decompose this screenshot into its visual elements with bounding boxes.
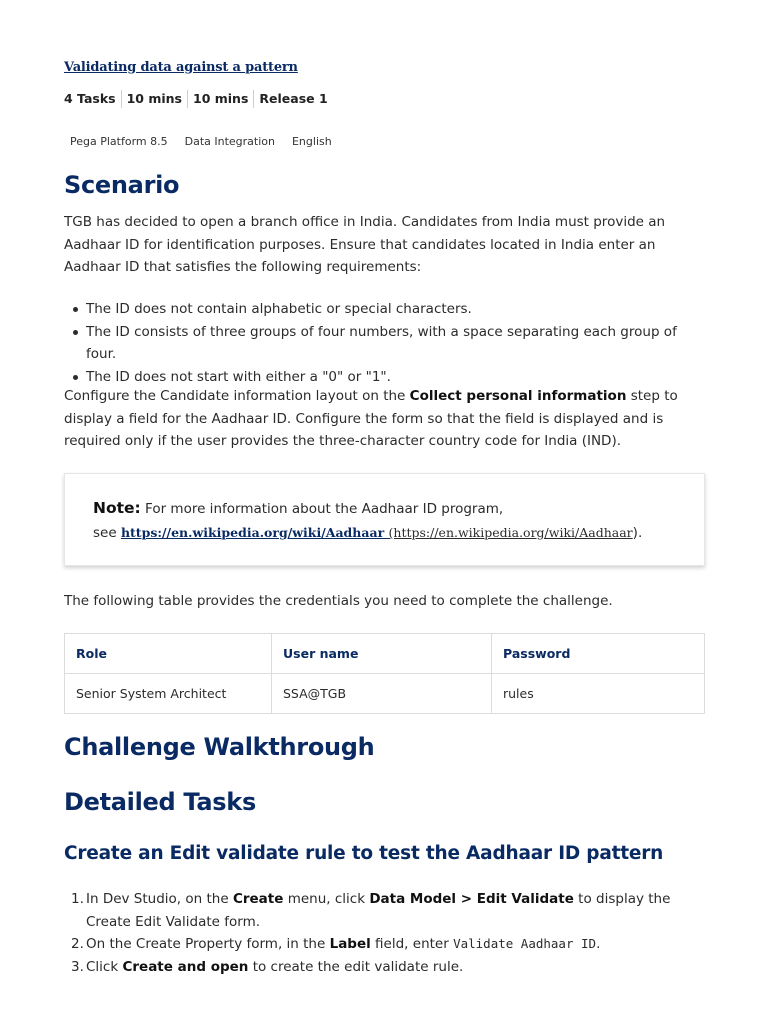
detailed-tasks-heading: Detailed Tasks	[64, 788, 256, 816]
cell-username: SSA@TGB	[272, 674, 492, 714]
meta-duration-2: 10 mins	[187, 90, 253, 108]
note-callout	[64, 473, 705, 566]
scenario-intro: TGB has decided to open a branch office in India. Candidates from India must provide an Aadhaar ID for identification purposes. Ensure that candidates located in India enter an Aadhaar ID that satisfies the following requirements:	[64, 214, 666, 275]
header-role: Role	[65, 634, 272, 674]
tag-platform[interactable]: Pega Platform 8.5	[64, 133, 174, 151]
wikipedia-url[interactable]: (https://en.wikipedia.org/wiki/Aadhaar	[388, 525, 633, 540]
list-item	[64, 933, 705, 956]
header-username: User name	[272, 634, 492, 674]
task-heading: Create an Edit validate rule to test the Aadhaar ID pattern	[64, 843, 664, 864]
step-text: In Dev Studio, on the	[86, 891, 233, 907]
note-close: ).	[632, 525, 643, 541]
wikipedia-link[interactable]: https://en.wikipedia.org/wiki/Aadhaar	[120, 525, 389, 540]
step-name: Collect personal information	[409, 388, 627, 404]
meta-tasks: 4 Tasks	[64, 91, 116, 106]
step-text: to create the edit validate rule.	[248, 958, 464, 975]
tag-topic[interactable]: Data Integration	[179, 133, 281, 151]
cell-password: rules	[492, 674, 705, 714]
step-text: .	[596, 936, 601, 952]
meta-duration: 10 mins	[121, 90, 187, 108]
cell-role: Senior System Architect	[65, 674, 272, 714]
list-item: The ID does not contain alphabetic or special characters.	[64, 298, 705, 321]
list-item	[64, 956, 705, 979]
step-number: 2.	[71, 936, 84, 952]
note-label: Note:	[93, 499, 141, 517]
step-text: to display the Create Edit Validate form.	[86, 891, 671, 930]
scenario-heading: Scenario	[64, 171, 180, 199]
credentials-intro: The following table provides the credentials you need to complete the challenge.	[64, 593, 613, 609]
code-value: Validate Aadhaar ID	[453, 936, 597, 951]
step-number: 3.	[71, 958, 84, 975]
credentials-table	[64, 633, 705, 714]
menu-path: Data Model > Edit Validate	[369, 891, 574, 907]
step-number: 1.	[71, 891, 84, 907]
step-text: On the Create Property form, in the	[86, 936, 330, 952]
button-name: Create and open	[122, 958, 249, 975]
tag-language[interactable]: English	[286, 133, 338, 151]
title-link[interactable]: Validating data against a pattern	[64, 60, 298, 75]
header-password: Password	[492, 634, 705, 674]
menu-name: Create	[232, 891, 284, 907]
configure-prefix: Configure the Candidate information layout on the	[64, 388, 410, 404]
table-row	[65, 674, 705, 714]
meta-row	[64, 90, 333, 108]
meta-release: Release 1	[253, 90, 332, 108]
configure-suffix: step to display a field for the Aadhaar ID. Configure the form so that the field is displayed and is required only if the user provides the three-character country code for India (IND).	[64, 388, 678, 449]
note-see: see	[93, 525, 121, 541]
tag-list	[64, 133, 338, 151]
walkthrough-heading: Challenge Walkthrough	[64, 733, 375, 761]
field-name: Label	[329, 936, 371, 952]
list-item: The ID consists of three groups of four numbers, with a space separating each group of four.	[64, 321, 705, 366]
note-text: For more information about the Aadhaar ID program,	[140, 501, 504, 517]
steps-list	[64, 888, 705, 978]
requirements-list	[64, 298, 705, 388]
table-header-row	[65, 634, 705, 674]
step-text: field, enter	[370, 936, 454, 952]
list-item	[64, 888, 705, 933]
list-item: The ID does not start with either a "0" or "1".	[64, 366, 705, 389]
step-text: menu, click	[283, 891, 370, 907]
configure-paragraph	[64, 385, 705, 453]
step-text: Click	[86, 958, 123, 975]
